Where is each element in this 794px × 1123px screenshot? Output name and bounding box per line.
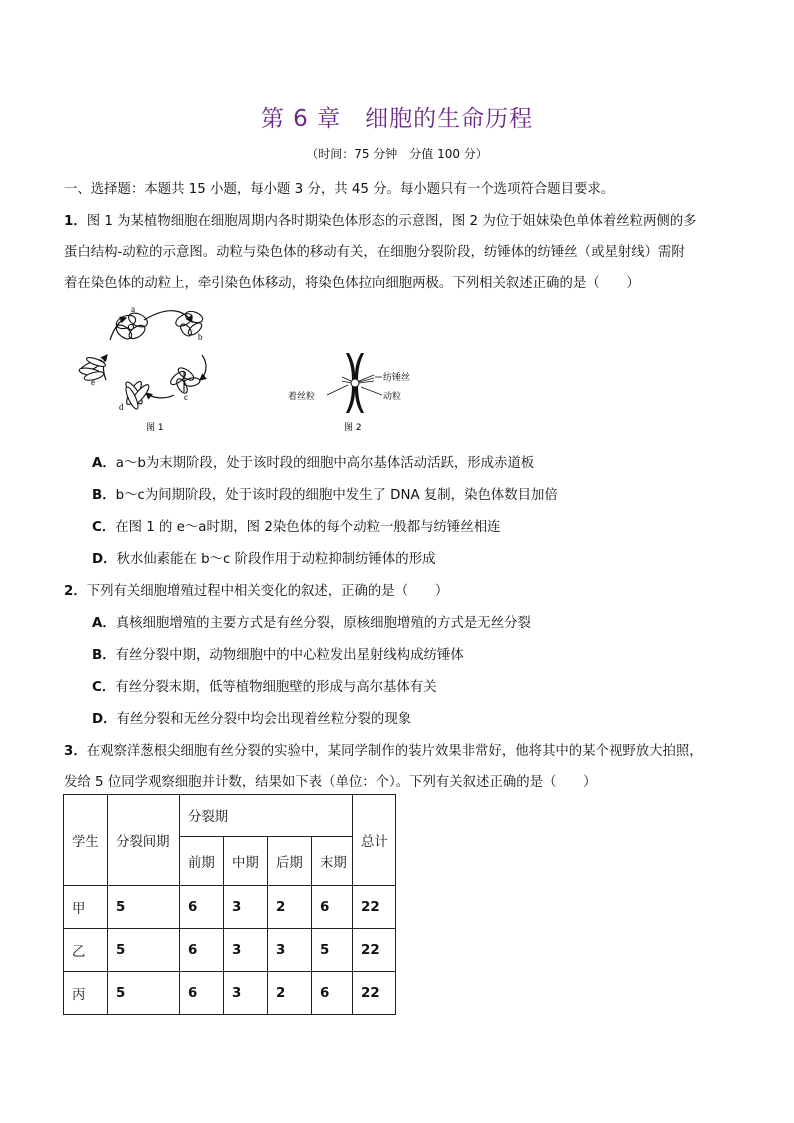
fig1-label-e: e	[91, 377, 95, 387]
q3-number: 3．	[64, 744, 87, 759]
q1-line-3: 着在染色体的动粒上，牵引染色体移动，将染色体拉向细胞两极。下列相关叙述正确的是（ ）	[64, 276, 640, 291]
cell-count-table	[63, 794, 396, 1015]
table-row: 乙 5 6 3 3 5 22	[64, 929, 396, 972]
q1-number: 1．	[64, 214, 87, 229]
section-heading: 一、选择题：本题共 15 小题，每小题 3 分，共 45 分。每小题只有一个选项符合题目要求。	[64, 182, 615, 197]
q1-line-2: 蛋白结构-动粒的示意图。动粒与染色体的移动有关，在细胞分裂阶段，纺锤体的纺锤丝（或星射线）需附	[64, 245, 685, 260]
th-metaphase: 中期	[224, 837, 268, 886]
q2-number: 2．	[64, 584, 87, 599]
q1-text-1: 图 1 为某植物细胞在细胞周期内各时期染色体形态的示意图，图 2 为位于姐妹染色单体着丝粒两侧的多	[86, 214, 697, 229]
fig2-caption: 图 2	[344, 423, 362, 433]
th-telophase: 末期	[312, 837, 353, 886]
th-interphase: 分裂间期	[108, 795, 180, 886]
table-row: 丙 5 6 3 2 6 22	[64, 972, 396, 1015]
q1-option-d[interactable]: D．秋水仙素能在 b～c 阶段作用于动粒抑制纺锤体的形成	[92, 552, 436, 567]
th-total: 总计	[353, 795, 396, 886]
th-prophase: 前期	[180, 837, 224, 886]
q3-line-1: 3．在观察洋葱根尖细胞有丝分裂的实验中，某同学制作的装片效果非常好，他将其中的某个视野放大拍照，	[64, 744, 703, 759]
fig2-label-kinetochore: 动粒	[383, 392, 402, 402]
chapter-title: 第 6 章 细胞的生命历程	[260, 106, 534, 132]
figure-2-kinetochore	[282, 345, 432, 435]
q2-stem: 2．下列有关细胞增殖过程中相关变化的叙述，正确的是（ ）	[64, 584, 449, 599]
table-row: 甲 5 6 3 2 6 22	[64, 886, 396, 929]
fig1-label-c: c	[184, 392, 188, 402]
fig1-label-d: d	[119, 402, 124, 412]
fig1-caption: 图 1	[146, 423, 164, 433]
th-student: 学生	[64, 795, 108, 886]
q1-option-c[interactable]: C．在图 1 的 e～a时期，图 2染色体的每个动粒一般都与纺锤丝相连	[92, 520, 501, 535]
q2-option-c[interactable]: C．有丝分裂末期，低等植物细胞壁的形成与高尔基体有关	[92, 680, 437, 695]
fig2-label-centromere: 着丝粒	[288, 392, 316, 402]
th-division: 分裂期	[180, 795, 353, 837]
th-anaphase: 后期	[268, 837, 312, 886]
q3-line-2: 发给 5 位同学观察细胞并计数，结果如下表（单位：个）。下列有关叙述正确的是（ ）	[64, 775, 597, 790]
fig1-label-b: b	[198, 332, 203, 342]
figure-1-cell-cycle	[74, 300, 224, 435]
q2-option-d[interactable]: D．有丝分裂和无丝分裂中均会出现着丝粒分裂的现象	[92, 712, 412, 727]
exam-subtitle: （时间：75 分钟 分值 100 分）	[306, 147, 488, 161]
fig1-label-a: a	[131, 304, 135, 314]
q2-option-a[interactable]: A．真核细胞增殖的主要方式是有丝分裂，原核细胞增殖的方式是无丝分裂	[92, 616, 531, 631]
q1-line-1	[64, 210, 697, 229]
q1-option-a[interactable]: A．a～b为末期阶段，处于该时段的细胞中高尔基体活动活跃，形成赤道板	[92, 456, 535, 471]
q1-option-b[interactable]: B．b～c为间期阶段，处于该时段的细胞中发生了 DNA 复制，染色体数目加倍	[92, 488, 558, 503]
fig2-label-spindle: 纺锤丝	[383, 373, 411, 383]
q2-option-b[interactable]: B．有丝分裂中期，动物细胞中的中心粒发出星射线构成纺锤体	[92, 648, 464, 663]
